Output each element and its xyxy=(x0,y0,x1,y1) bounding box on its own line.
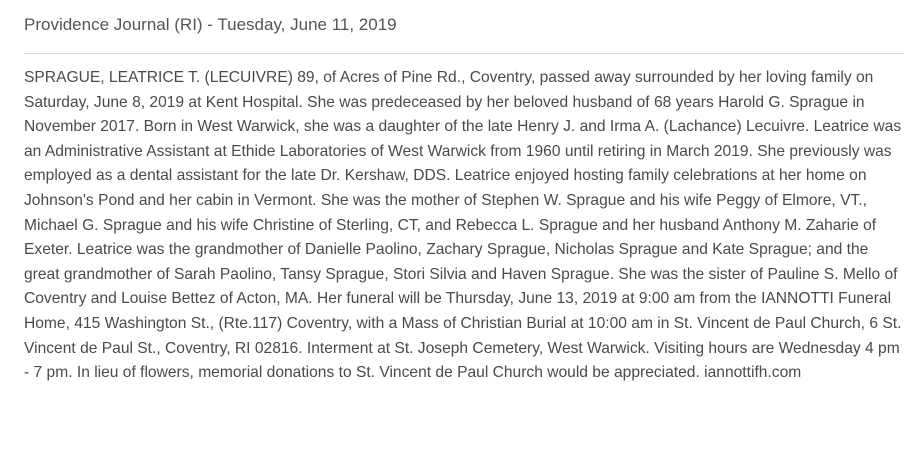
obituary-text xyxy=(24,66,906,386)
obituary-body: SPRAGUE, LEATRICE T. (LECUIVRE) 89, of Acres of Pine Rd., Coventry, passed away surrounded by her loving family on Saturday, June 8, 2019 at Kent Hospital. She was predeceased by her beloved husband of 68 years Harold G. Sprague in November 2017. Born in West Warwick, she was a daughter of the late Henry J. and Irma A. (Lachance) Lecuivre. Leatrice was an Administrative Assistant at Ethide Laboratories of West Warwick from 1960 until retiring in March 2019. She previously was employed as a dental assistant for the late Dr. Kershaw, DDS. Leatrice enjoyed hosting family celebrations at her home on Johnson's Pond and her cabin in Vermont. She was the mother of Stephen W. Sprague and his wife Peggy of Elmore, VT., Michael G. Sprague and his wife Christine of Sterling, CT, and Rebecca L. Sprague and her husband Anthony M. Zaharie of Exeter. Leatrice was the grandmother of Danielle Paolino, Zachary Sprague, Nicholas Sprague and Kate Sprague; and the great grandmother of Sarah Paolino, Tansy Sprague, Stori Silvia and Haven Sprague. She was the sister of Pauline S. Mello of Coventry and Louise Bettez of Acton, MA. Her funeral will be Thursday, June 13, 2019 at 9:00 am from the IANNOTTI Funeral Home, 415 Washington St., (Rte.117) Coventry, with a Mass of Christian Burial at 10:00 am in St. Vincent de Paul Church, 6 St. Vincent de Paul St., Coventry, RI 02816. Interment at St. Joseph Cemetery, West Warwick. Visiting hours are Wednesday 4 pm - 7 pm. In lieu of flowers, memorial donations to St. Vincent de Paul Church would be appreciated. xyxy=(24,69,902,382)
funeral-home-website[interactable]: iannottifh.com xyxy=(704,364,802,382)
source-line: Providence Journal (RI) - Tuesday, June 11, 2019 xyxy=(24,15,397,34)
divider xyxy=(24,53,904,54)
